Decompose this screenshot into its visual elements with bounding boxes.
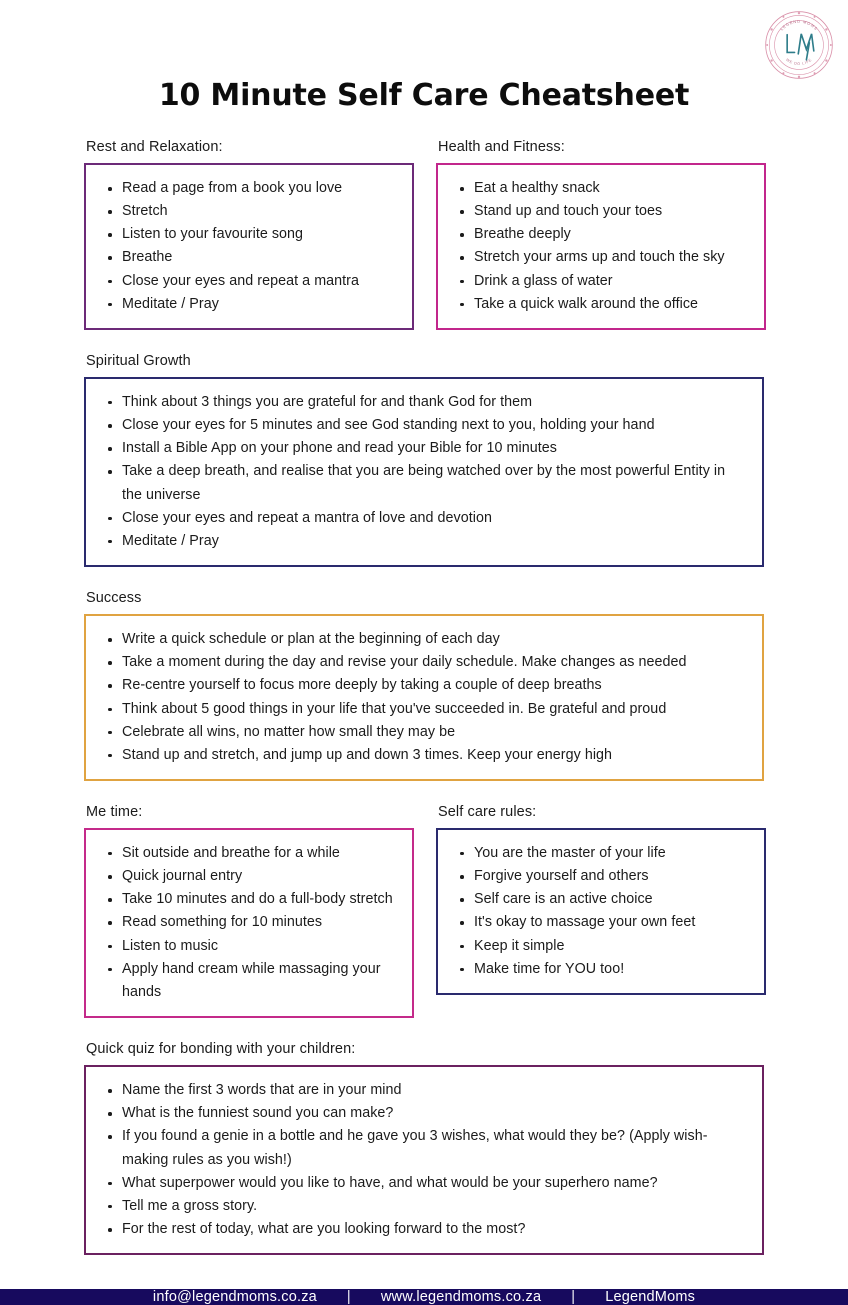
list-item: Meditate / Pray	[92, 530, 748, 553]
list-item: It's okay to massage your own feet	[444, 911, 750, 934]
list-success	[92, 628, 748, 767]
section-box-me-time	[84, 828, 414, 1018]
legendmoms-logo	[762, 8, 836, 82]
section-label-spiritual-growth: Spiritual Growth	[86, 352, 191, 369]
list-item: Self care is an active choice	[444, 888, 750, 911]
logo-monogram-icon	[787, 34, 814, 60]
list-item: For the rest of today, what are you looking forward to the most?	[92, 1218, 748, 1241]
list-quick-quiz	[92, 1079, 748, 1241]
spacer	[84, 1255, 764, 1289]
list-item: Sit outside and breathe for a while	[92, 842, 398, 865]
list-item: Close your eyes and repeat a mantra	[92, 270, 398, 293]
list-item: Stretch your arms up and touch the sky	[444, 246, 750, 269]
footer-brand: LegendMoms	[605, 1289, 696, 1305]
list-item: Take a moment during the day and revise your daily schedule. Make changes as needed	[92, 651, 748, 674]
footer-separator: |	[346, 1289, 351, 1305]
list-item: Eat a healthy snack	[444, 177, 750, 200]
list-item: Take a quick walk around the office	[444, 293, 750, 316]
section-box-spiritual-growth	[84, 377, 764, 567]
list-item: Stand up and touch your toes	[444, 200, 750, 223]
section-label-success: Success	[86, 590, 142, 607]
list-item: Think about 3 things you are grateful for and thank God for them	[92, 391, 748, 414]
section-self-care-rules	[436, 804, 766, 995]
list-health-and-fitness	[444, 177, 750, 316]
list-item: If you found a genie in a bottle and he gave you 3 wishes, what would they be? (Apply wish-making rules as you wish!)	[92, 1125, 748, 1171]
page-footer	[0, 1289, 848, 1305]
footer-separator: |	[571, 1289, 576, 1305]
list-item: What superpower would you like to have, and what would be your superhero name?	[92, 1172, 748, 1195]
spacer	[84, 1018, 764, 1041]
logo-arc-bottom-text: WE DO LIFE	[785, 57, 813, 66]
list-item: Re-centre yourself to focus more deeply by taking a couple of deep breaths	[92, 674, 748, 697]
list-item: Meditate / Pray	[92, 293, 398, 316]
list-item: Breathe	[92, 246, 398, 269]
content-area	[0, 139, 848, 1289]
list-item: Apply hand cream while massaging your hands	[92, 958, 398, 1004]
section-success	[84, 590, 764, 781]
list-item: Forgive yourself and others	[444, 865, 750, 888]
spacer	[84, 567, 764, 590]
page-title: 10 Minute Self Care Cheatsheet	[158, 78, 690, 113]
list-item: Stand up and stretch, and jump up and down 3 times. Keep your energy high	[92, 744, 748, 767]
list-me-time	[92, 842, 398, 1004]
spacer	[84, 330, 764, 353]
list-item: Think about 5 good things in your life that you've succeeded in. Be grateful and proud	[92, 698, 748, 721]
list-item: Celebrate all wins, no matter how small they may be	[92, 721, 748, 744]
logo-badge-icon	[762, 8, 836, 82]
footer-email[interactable]: info@legendmoms.co.za	[152, 1289, 317, 1305]
section-label-health-and-fitness: Health and Fitness:	[438, 139, 565, 155]
section-me-time	[84, 804, 414, 1018]
list-item: Listen to your favourite song	[92, 223, 398, 246]
section-label-self-care-rules: Self care rules:	[438, 803, 537, 820]
logo-arc-top-text: LEGEND MOMS	[778, 18, 820, 32]
footer-website[interactable]: www.legendmoms.co.za	[380, 1289, 542, 1305]
list-item: Take 10 minutes and do a full-body stretch	[92, 888, 398, 911]
list-spiritual-growth	[92, 391, 748, 553]
list-item: Stretch	[92, 200, 398, 223]
section-label-rest-and-relaxation: Rest and Relaxation:	[86, 139, 223, 155]
section-health-and-fitness	[436, 139, 766, 330]
list-item: Read a page from a book you love	[92, 177, 398, 200]
section-spiritual-growth	[84, 353, 764, 567]
section-box-quick-quiz	[84, 1065, 764, 1255]
list-item: Keep it simple	[444, 935, 750, 958]
list-item: Write a quick schedule or plan at the beginning of each day	[92, 628, 748, 651]
list-item: Tell me a gross story.	[92, 1195, 748, 1218]
list-item: Take a deep breath, and realise that you are being watched over by the most powerful Entity in the universe	[92, 460, 748, 506]
list-item: Close your eyes and repeat a mantra of love and devotion	[92, 507, 748, 530]
list-item: Drink a glass of water	[444, 270, 750, 293]
section-label-me-time: Me time:	[86, 803, 143, 820]
section-box-success	[84, 614, 764, 781]
list-item: What is the funniest sound you can make?	[92, 1102, 748, 1125]
section-quick-quiz	[84, 1041, 764, 1255]
list-item: Breathe deeply	[444, 223, 750, 246]
list-item: Make time for YOU too!	[444, 958, 750, 981]
section-rest-and-relaxation	[84, 139, 414, 330]
list-self-care-rules	[444, 842, 750, 981]
section-box-self-care-rules	[436, 828, 766, 995]
list-item: Read something for 10 minutes	[92, 911, 398, 934]
list-item: Listen to music	[92, 935, 398, 958]
section-row-1	[84, 139, 764, 330]
list-item: Quick journal entry	[92, 865, 398, 888]
list-item: Close your eyes for 5 minutes and see God standing next to you, holding your hand	[92, 414, 748, 437]
spacer	[84, 781, 764, 804]
list-item: Name the first 3 words that are in your mind	[92, 1079, 748, 1102]
list-item: Install a Bible App on your phone and read your Bible for 10 minutes	[92, 437, 748, 460]
list-item: You are the master of your life	[444, 842, 750, 865]
section-box-health-and-fitness	[436, 163, 766, 330]
list-rest-and-relaxation	[92, 177, 398, 316]
section-row-4	[84, 804, 764, 1018]
section-box-rest-and-relaxation	[84, 163, 414, 330]
section-label-quick-quiz: Quick quiz for bonding with your children:	[86, 1041, 356, 1058]
